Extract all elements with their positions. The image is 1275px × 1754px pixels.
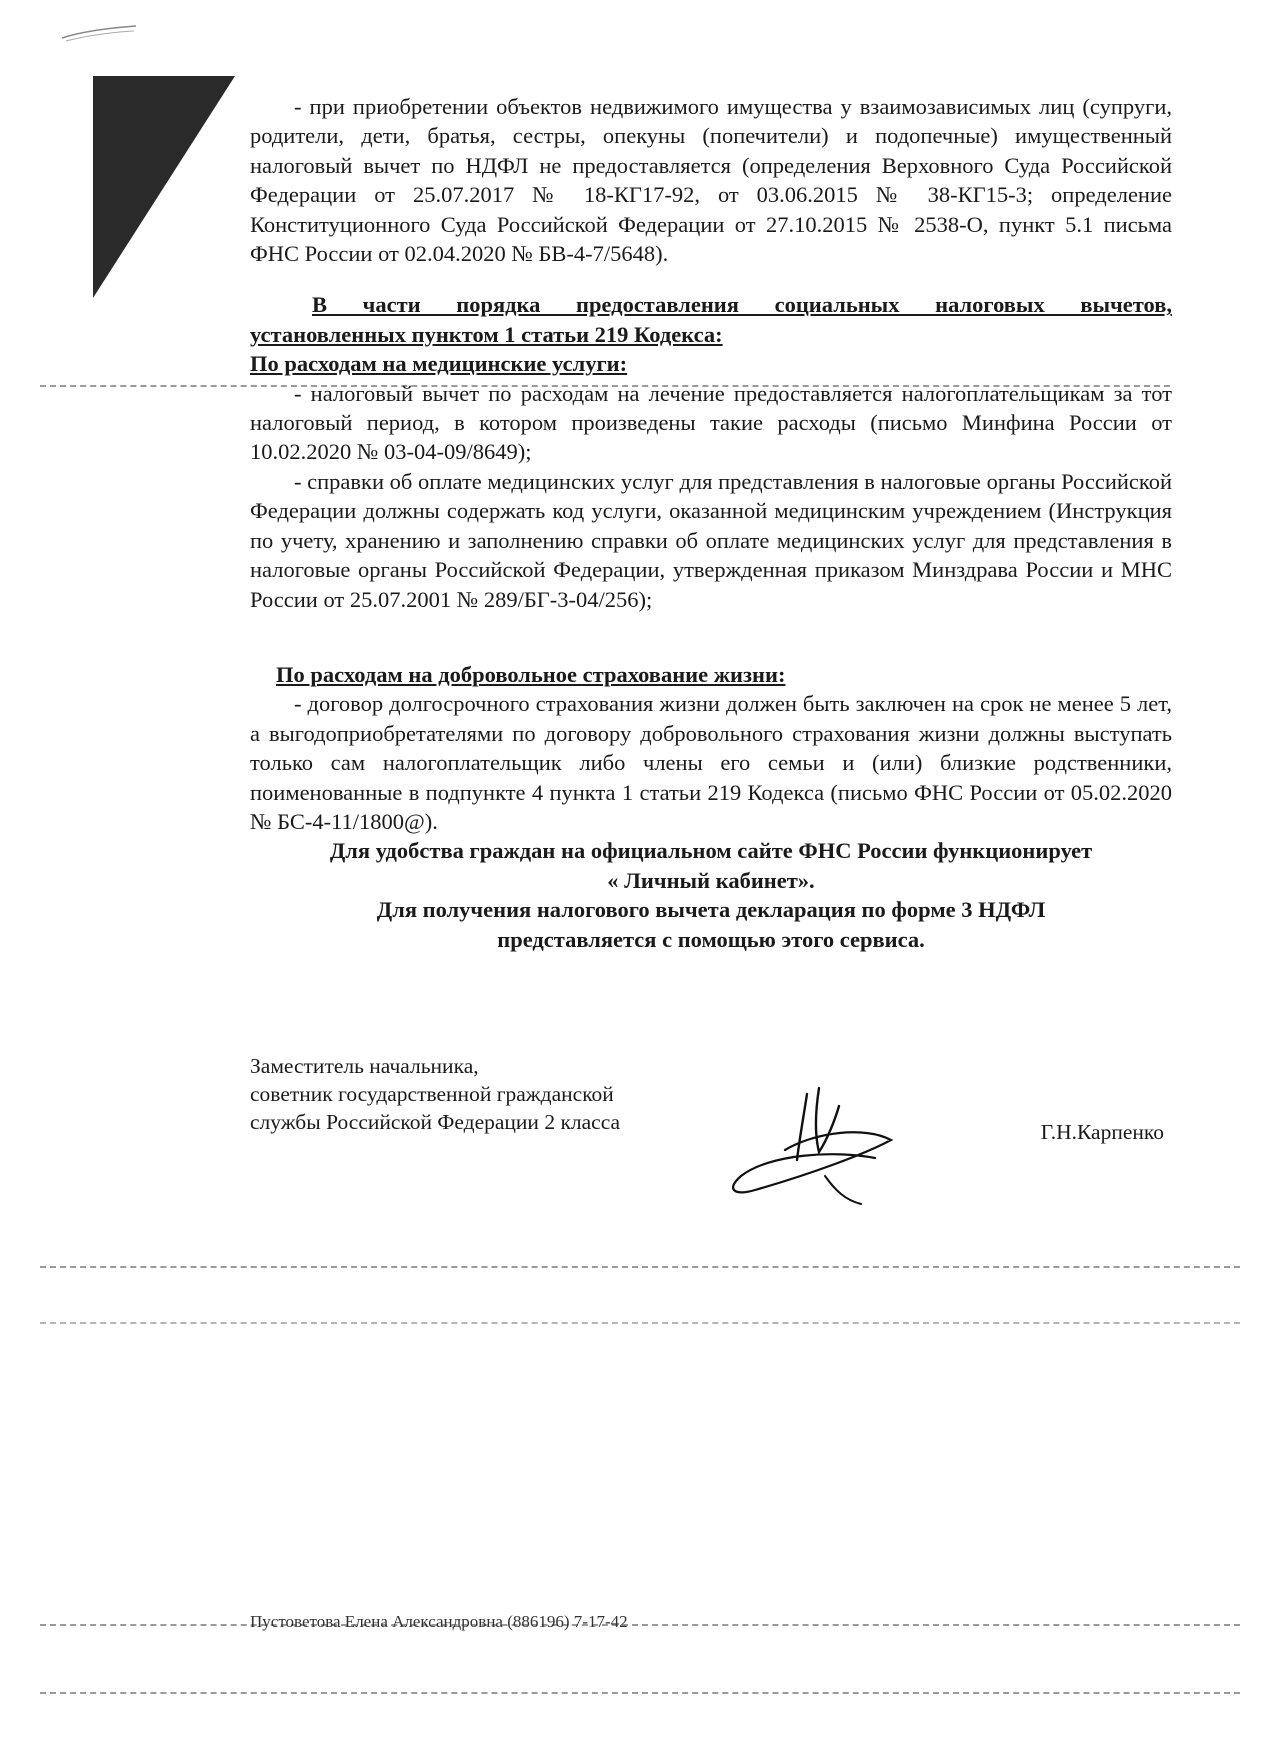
scan-line-4	[40, 1624, 1240, 1626]
notice-line-3: Для получения налогового вычета декларация по форме 3 НДФЛ	[376, 897, 1046, 923]
social-deductions-heading-line2: установленных пунктом 1 статьи 219 Кодекса:	[250, 321, 723, 347]
signatory-position	[250, 1052, 680, 1136]
social-deductions-heading-line1: В части порядка предоставления социальных налоговых вычетов,	[312, 292, 1172, 318]
medical-item-2: - справки об оплате медицинских услуг для представления в налоговые органы Российской Федерации должны содержать код услуги, оказанной медицинским учреждением (Инструкция по учету, хранению и заполнению справки об оплате медицинских услуг для представления в налоговые органы Российской Федерации, утвержденная приказом Минздрава России и МНС России от 25.07.2001 № 289/БГ-3-04/256);	[250, 468, 1172, 612]
medical-services-heading: По расходам на медицинские услуги:	[250, 351, 628, 377]
property-deduction-paragraph: - при приобретении объектов недвижимого имущества у взаимозависимых лиц (супруги, родители, дети, братья, сестры, опекуны (попечители) и подопечные) имущественный налоговый вычет по НДФЛ не предоставляется (определения Верховного Суда Российской Федерации от 25.07.2017 № 18-КГ17-92, от 03.06.2015 № 38-КГ15-3; определение Конституционного Суда Российской Федерации от 27.10.2015 № 2538-О, пункт 5.1 письма ФНС России от 02.04.2020 № БВ-4-7/5648).	[250, 94, 1172, 267]
notice-line-4: представляется с помощью этого сервиса.	[497, 926, 925, 952]
life-insurance-heading: По расходам на добровольное страхование жизни:	[276, 661, 786, 687]
letter-body	[250, 92, 1172, 954]
signature-block	[250, 1052, 1172, 1212]
life-insurance-item-1: - договор долгосрочного страхования жизни должен быть заключен на срок не менее 5 лет, а выгодоприобретателями по договору добровольного страхования жизни должны выступать только сам налогоплательщик либо члены его семьи и (или) близкие родственники, поименованные в подпункте 4 пункта 1 статьи 219 Кодекса (письмо ФНС России от 05.02.2020 № БС-4-11/1800@).	[250, 691, 1172, 834]
scan-line-3	[40, 1322, 1240, 1324]
contact-person: Пустоветова Елена Александровна (886196) 7-17-42	[250, 1612, 628, 1631]
scan-line-5	[40, 1692, 1240, 1694]
signatory-name: Г.Н.Карпенко	[1040, 1120, 1164, 1144]
medical-item-1: - налоговый вычет по расходам на лечение предоставляется налогоплательщикам за тот налоговый период, в котором произведены такие расходы (письмо Минфина России от 10.02.2020 № 03-04-09/8649);	[250, 380, 1172, 465]
position-line-2: советник государственной гражданской	[250, 1082, 614, 1106]
position-line-1: Заместитель начальника,	[250, 1054, 479, 1078]
scan-corner-shadow	[93, 76, 235, 298]
notice-line-2: « Личный кабинет».	[607, 867, 815, 893]
paperclip-mark-icon	[60, 22, 140, 44]
position-line-3: службы Российской Федерации 2 класса	[250, 1110, 621, 1134]
scan-line-2	[40, 1266, 1240, 1268]
handwritten-signature-icon	[715, 1080, 915, 1210]
notice-line-1: Для удобства граждан на официальном сайте ФНС России функционирует	[329, 838, 1093, 864]
